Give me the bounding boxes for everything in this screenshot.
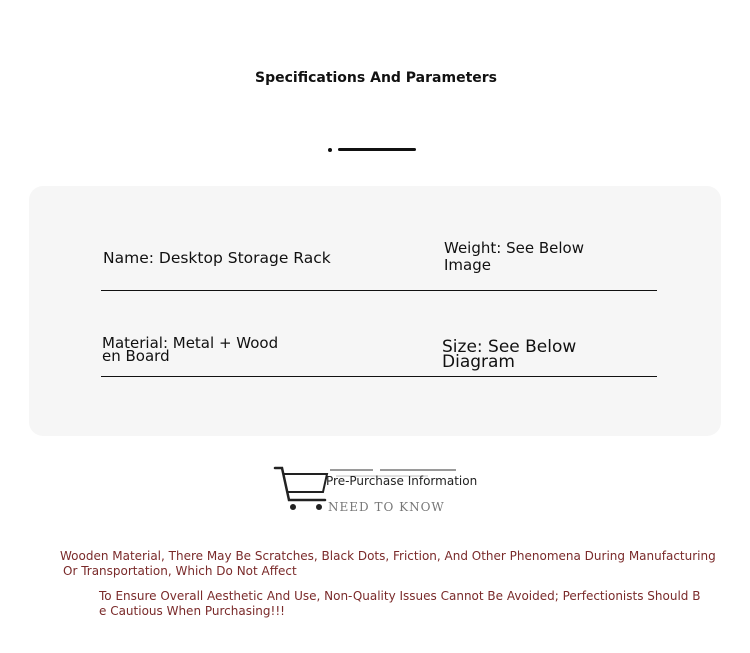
pre-purchase-label: Pre-Purchase Information <box>326 474 478 488</box>
title-decoration-dot <box>328 148 332 152</box>
spec-name: Name: Desktop Storage Rack <box>103 249 331 267</box>
shopping-cart-icon <box>273 464 329 514</box>
warning-para1-line1: Wooden Material, There May Be Scratches, Black Dots, Friction, And Other Phenomena During Manufacturing <box>60 549 716 563</box>
warning-para2-line1: To Ensure Overall Aesthetic And Use, Non-Quality Issues Cannot Be Avoided; Perfectionists Should B <box>99 589 701 603</box>
section-title-box <box>240 34 512 128</box>
warning-para2-line2: e Cautious When Purchasing!!! <box>99 604 285 618</box>
need-to-know-text: NEED TO KNOW <box>328 500 445 514</box>
spec-divider-bottom <box>101 376 657 377</box>
spec-size-line1: Size: See Below <box>442 337 577 357</box>
spec-size-line2: Diagram <box>442 352 515 372</box>
specifications-card <box>29 186 721 436</box>
spec-divider-top <box>101 290 657 291</box>
spec-material-line1: Material: Metal + Wood <box>102 334 279 352</box>
spec-material-line2: en Board <box>102 347 170 365</box>
spec-weight-line2: Image <box>444 256 491 274</box>
pre-purchase-notice <box>270 458 480 514</box>
spec-weight-line1: Weight: See Below <box>444 239 584 257</box>
section-title: Specifications And Parameters <box>255 70 497 86</box>
warning-para1-line2: Or Transportation, Which Do Not Affect <box>63 564 297 578</box>
title-decoration-bar <box>338 148 416 151</box>
